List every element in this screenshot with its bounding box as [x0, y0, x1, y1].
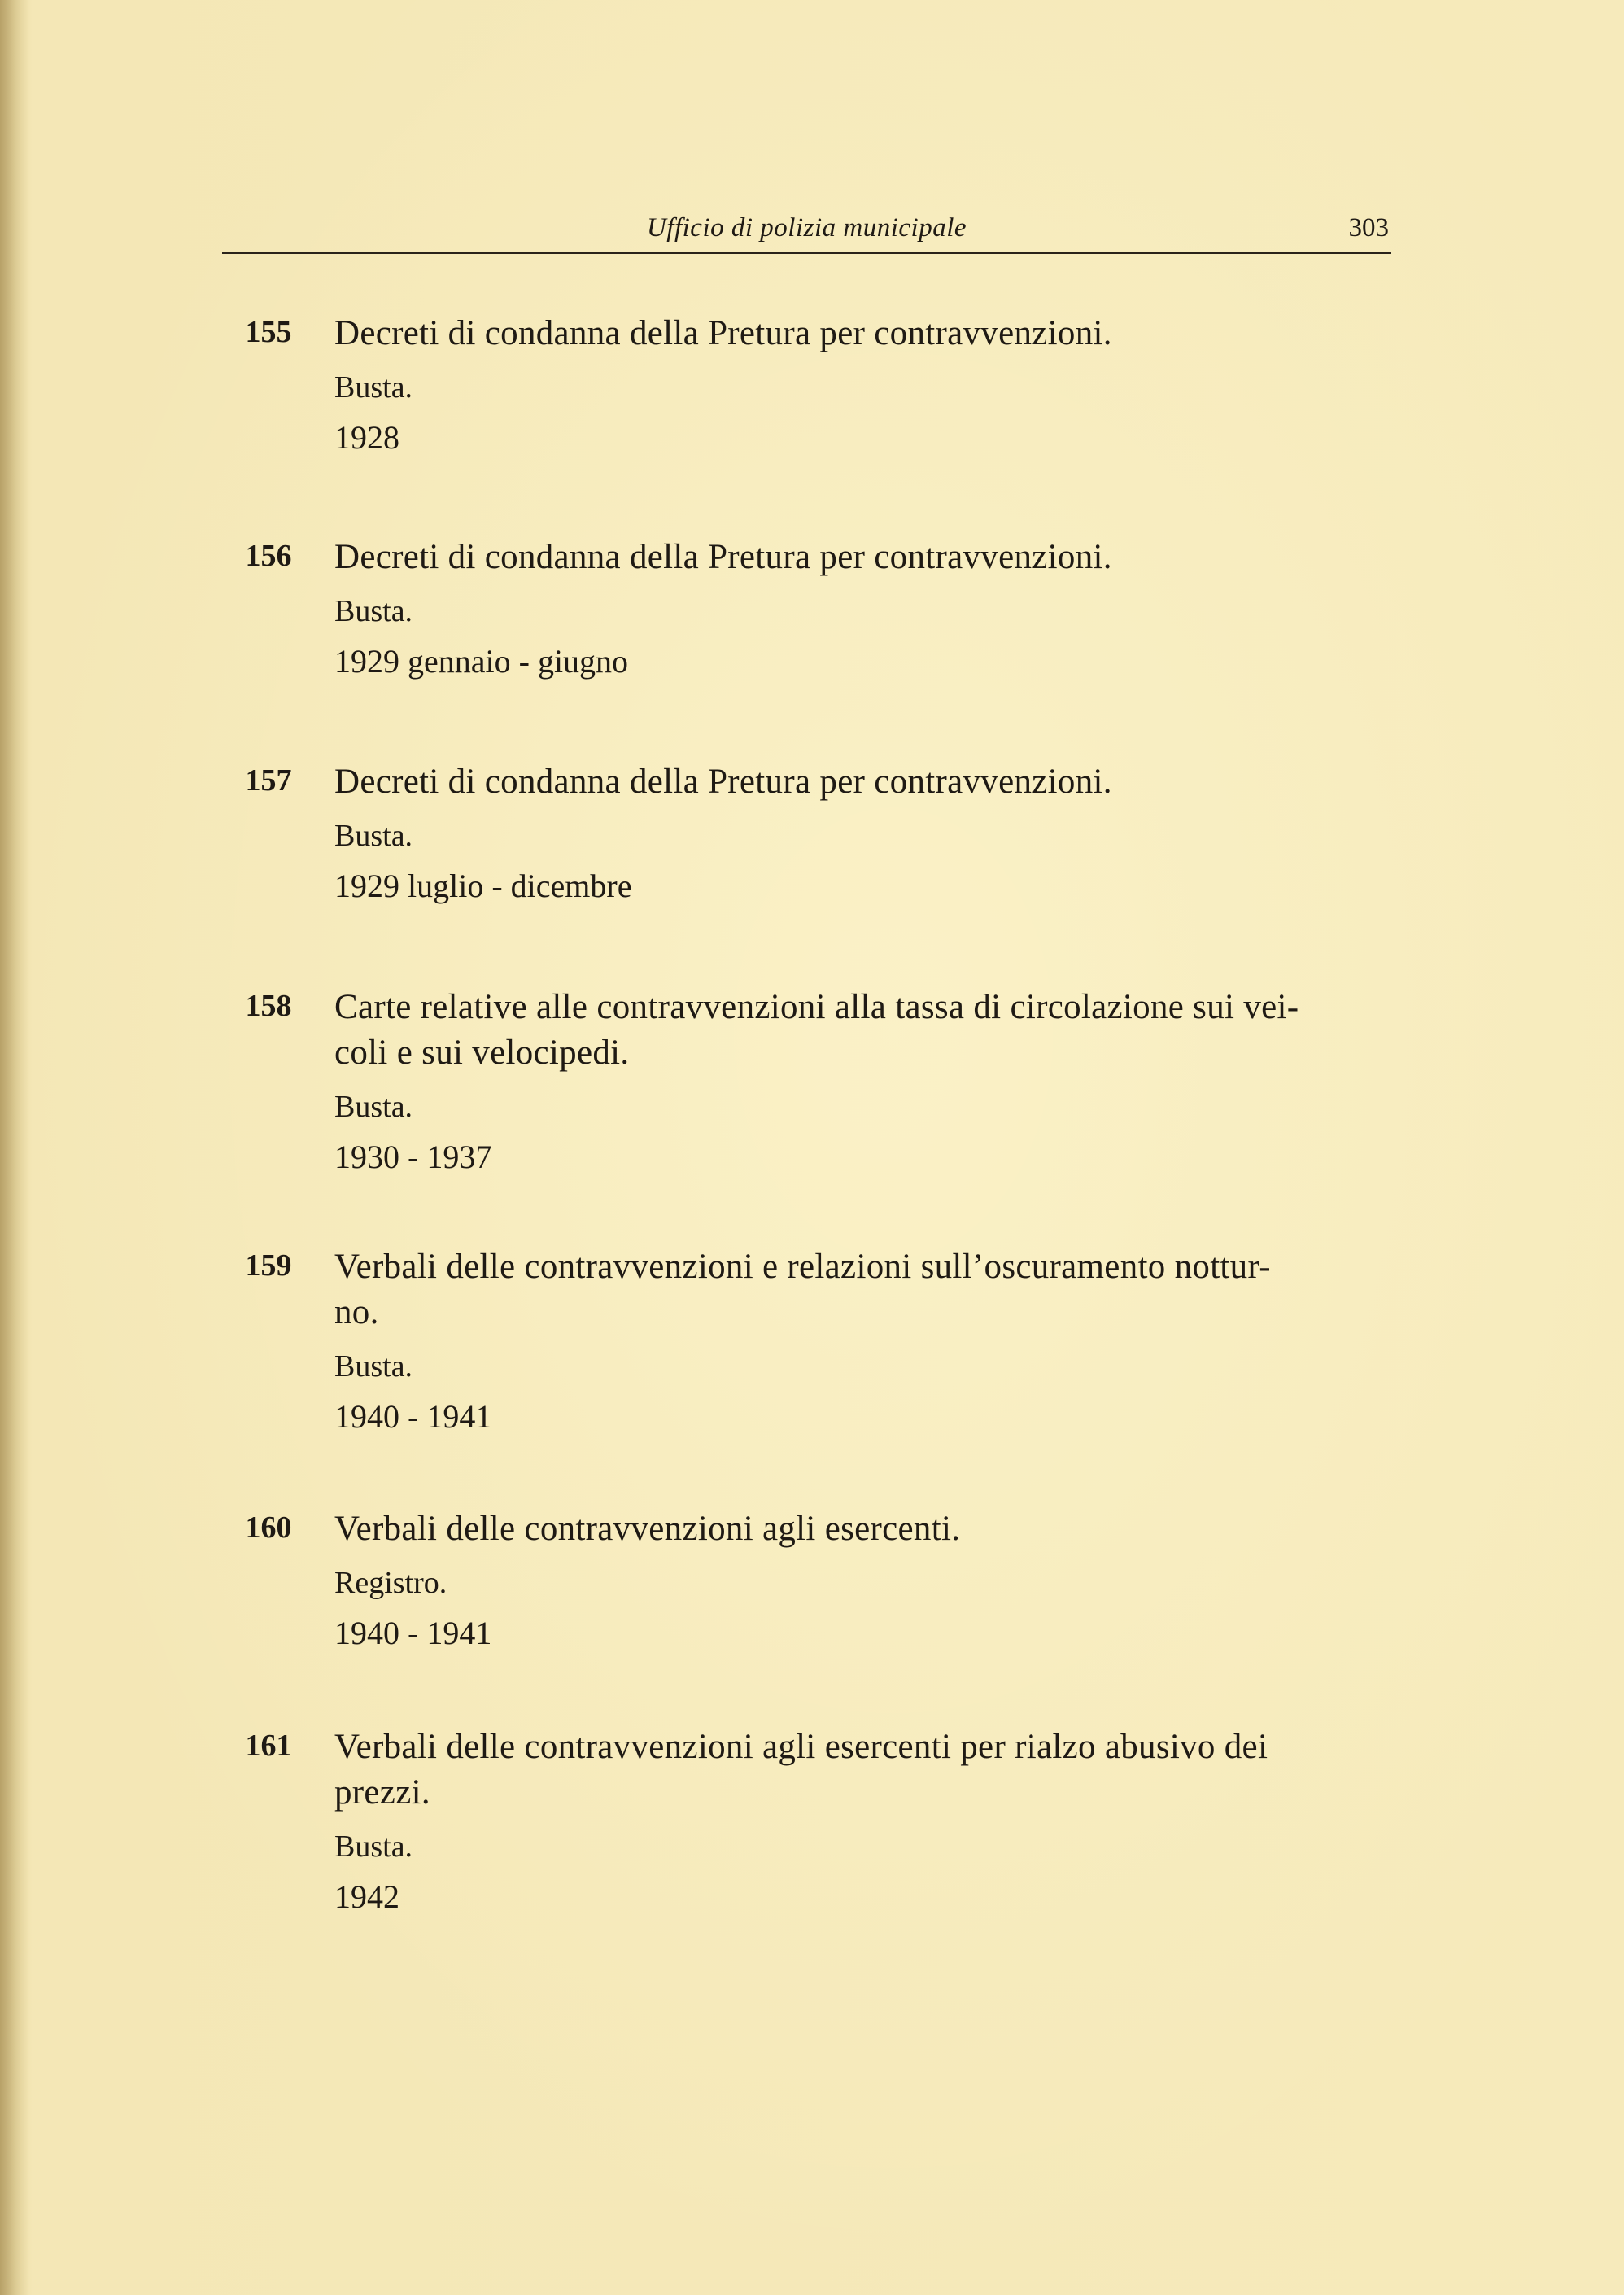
entry-number: 156 [245, 539, 292, 573]
entry-container-type: Busta. [334, 819, 413, 853]
entry-title [334, 1506, 1392, 1552]
entry-date: 1929 gennaio - giugno [334, 643, 629, 680]
entry-date: 1940 - 1941 [334, 1615, 492, 1651]
entry-title [334, 759, 1392, 805]
entry-date: 1940 - 1941 [334, 1398, 492, 1435]
entry-title-line: Decreti di condanna della Pretura per contravvenzioni. [334, 314, 1112, 352]
entry-title [334, 311, 1392, 356]
entry-title-line: prezzi. [334, 1773, 430, 1812]
entry-title [334, 1725, 1392, 1816]
entry-body [334, 1244, 1392, 1438]
entry-title-line: coli e sui velocipedi. [334, 1034, 630, 1072]
entry-title-line: Carte relative alle contravvenzioni alla tassa di circolazione sui vei- [334, 988, 1299, 1026]
entry-title-line: Verbali delle contravvenzioni agli esercenti per rialzo abusivo dei [334, 1728, 1268, 1766]
entry-title-line: Verbali delle contravvenzioni agli esercenti. [334, 1510, 961, 1548]
entry-container-type: Busta. [334, 370, 413, 404]
entry-title-line: Decreti di condanna della Pretura per contravvenzioni. [334, 538, 1112, 576]
entry-container-type: Busta. [334, 594, 413, 628]
header-title: Ufficio di polizia municipale [646, 213, 967, 243]
entry-date: 1942 [334, 1878, 399, 1915]
entry-container-type: Busta. [334, 1090, 413, 1124]
entry-body [334, 535, 1392, 683]
page-number: 303 [1348, 213, 1389, 243]
entry-title [334, 985, 1392, 1076]
entry-title [334, 1244, 1392, 1335]
entry-container-type: Registro. [334, 1566, 447, 1600]
entry-body [334, 311, 1392, 459]
entry-container-type: Busta. [334, 1349, 413, 1384]
entry-date: 1929 luglio - dicembre [334, 868, 632, 904]
entry-title-line: Verbali delle contravvenzioni e relazioni sull’oscuramento nottur- [334, 1248, 1271, 1286]
entry-title-line: Decreti di condanna della Pretura per contravvenzioni. [334, 763, 1112, 801]
entry-title-line: no. [334, 1293, 379, 1331]
entry-body [334, 1725, 1392, 1918]
entry-date: 1930 - 1937 [334, 1139, 492, 1175]
entry-title [334, 535, 1392, 580]
entry-number: 161 [245, 1729, 292, 1763]
entry-number: 158 [245, 989, 292, 1023]
entry-number: 155 [245, 315, 292, 349]
entry-date: 1928 [334, 419, 399, 456]
entry-container-type: Busta. [334, 1829, 413, 1864]
entry-body [334, 759, 1392, 907]
entry-body [334, 1506, 1392, 1655]
entry-number: 160 [245, 1510, 292, 1545]
entry-number: 157 [245, 763, 292, 798]
entry-number: 159 [245, 1248, 292, 1283]
entry-body [334, 985, 1392, 1178]
